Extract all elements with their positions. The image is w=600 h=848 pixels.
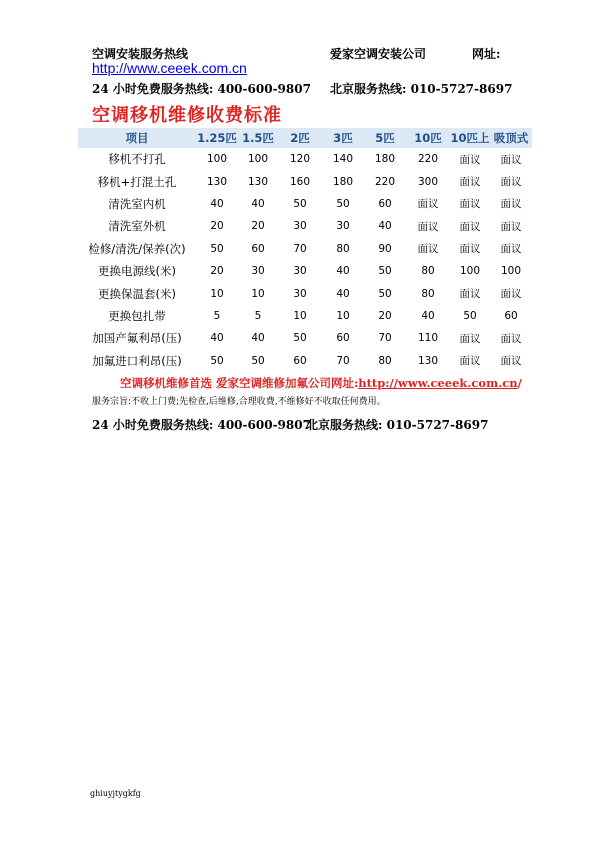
price-cell: 40 (336, 265, 350, 278)
table-row (78, 327, 532, 349)
promo-line (120, 375, 522, 391)
footer-code: ghiuyjtygkfg (90, 789, 141, 798)
price-cell: 50 (293, 332, 307, 345)
price-cell: 130 (206, 175, 228, 188)
hotline-24h: 24 小时免费服务热线: 400-600-9807 (92, 82, 311, 96)
price-cell: 面议 (500, 243, 522, 256)
row-item-label: 清洗室内机 (108, 196, 166, 211)
price-cell: 面议 (459, 153, 481, 166)
price-cell: 120 (289, 153, 311, 166)
price-cell: 面议 (500, 153, 522, 166)
table-row (78, 282, 532, 304)
price-cell: 20 (210, 220, 224, 233)
price-cell: 20 (378, 309, 392, 322)
price-cell: 50 (463, 309, 477, 322)
column-header: 吸顶式 (490, 128, 532, 148)
price-cell: 面议 (500, 176, 522, 189)
price-cell: 60 (251, 242, 265, 255)
column-header: 5匹 (364, 128, 406, 148)
price-cell: 面议 (459, 288, 481, 301)
price-cell: 60 (378, 197, 392, 210)
price-cell: 40 (421, 309, 435, 322)
price-cell: 10 (251, 287, 265, 300)
price-cell: 面议 (500, 355, 522, 368)
table-row (78, 215, 532, 237)
beijing-hotline: 北京服务热线: 010-5727-8697 (330, 82, 513, 96)
price-cell: 面议 (459, 198, 481, 211)
row-item-label: 更换电源线(米) (98, 264, 176, 279)
table-header-row (78, 128, 532, 148)
price-cell: 70 (293, 242, 307, 255)
column-header: 1.25匹 (196, 128, 238, 148)
price-cell: 20 (210, 265, 224, 278)
price-cell: 100 (247, 153, 269, 166)
promo-suffix: / (517, 376, 522, 390)
table-row (78, 148, 532, 170)
price-cell: 50 (378, 265, 392, 278)
price-cell: 70 (336, 354, 350, 367)
table-row (78, 260, 532, 282)
price-cell: 130 (417, 354, 439, 367)
price-cell: 40 (210, 332, 224, 345)
price-cell: 50 (251, 354, 265, 367)
price-cell: 30 (251, 265, 265, 278)
price-cell: 90 (378, 242, 392, 255)
price-cell: 10 (293, 309, 307, 322)
website-label: 网址: (472, 47, 501, 61)
price-cell: 5 (254, 309, 262, 322)
price-cell: 30 (293, 287, 307, 300)
price-cell: 40 (251, 332, 265, 345)
price-cell: 面议 (417, 243, 439, 256)
row-item-label: 加氟进口利昂(压) (92, 353, 182, 368)
column-header: 项目 (78, 128, 196, 148)
hotline-label: 空调安装服务热线 (92, 47, 189, 61)
price-cell: 面议 (500, 220, 522, 233)
price-cell: 40 (378, 220, 392, 233)
price-cell: 300 (417, 175, 439, 188)
table-row (78, 170, 532, 192)
price-cell: 50 (210, 354, 224, 367)
row-item-label: 移机+打混土孔 (97, 174, 177, 189)
price-cell: 80 (421, 265, 435, 278)
price-cell: 40 (251, 197, 265, 210)
promo-link[interactable]: http://www.ceeek.com.cn (358, 376, 518, 390)
column-header: 1.5匹 (238, 128, 278, 148)
price-cell: 40 (210, 197, 224, 210)
table-row (78, 238, 532, 260)
price-cell: 30 (293, 265, 307, 278)
price-cell: 100 (459, 265, 481, 278)
price-cell: 60 (336, 332, 350, 345)
price-cell: 80 (378, 354, 392, 367)
price-cell: 100 (500, 265, 522, 278)
price-cell: 30 (293, 220, 307, 233)
price-cell: 140 (332, 153, 354, 166)
price-cell: 面议 (500, 198, 522, 211)
price-table (78, 128, 532, 372)
price-cell: 5 (213, 309, 221, 322)
hotline-24h-bottom: 24 小时免费服务热线: 400-600-9807 (92, 418, 311, 432)
website-link[interactable]: http://www.ceeek.com.cn (92, 60, 247, 76)
price-cell: 面议 (459, 176, 481, 189)
price-cell: 220 (417, 153, 439, 166)
price-cell: 100 (206, 153, 228, 166)
price-cell: 220 (374, 175, 396, 188)
service-motto: 服务宗旨:不收上门费;先检查,后维修,合理收费,不维修好不收取任何费用。 (92, 397, 386, 407)
price-cell: 30 (336, 220, 350, 233)
table-row (78, 305, 532, 327)
price-cell: 50 (378, 287, 392, 300)
row-item-label: 移机不打孔 (108, 152, 166, 167)
price-cell: 110 (417, 332, 439, 345)
price-cell: 50 (336, 197, 350, 210)
price-cell: 60 (293, 354, 307, 367)
price-cell: 面议 (417, 220, 439, 233)
page-title: 空调移机维修收费标准 (92, 105, 282, 126)
column-header: 2匹 (278, 128, 322, 148)
row-item-label: 加国产氟利昂(压) (92, 331, 182, 346)
row-item-label: 检修/清洗/保养(次) (88, 241, 186, 256)
price-cell: 面议 (459, 355, 481, 368)
column-header: 10匹 (406, 128, 450, 148)
price-cell: 面议 (459, 220, 481, 233)
price-cell: 60 (504, 309, 518, 322)
price-cell: 80 (336, 242, 350, 255)
promo-text: 空调移机维修首选 爱家空调维修加氟公司网址: (120, 376, 359, 390)
row-item-label: 更换包扎带 (108, 308, 166, 323)
price-cell: 50 (293, 197, 307, 210)
price-cell: 180 (332, 175, 354, 188)
price-cell: 10 (336, 309, 350, 322)
column-header: 10匹上 (450, 128, 490, 148)
price-cell: 面议 (459, 332, 481, 345)
price-cell: 面议 (500, 288, 522, 301)
column-header: 3匹 (322, 128, 364, 148)
price-cell: 面议 (459, 243, 481, 256)
price-cell: 130 (247, 175, 269, 188)
price-cell: 40 (336, 287, 350, 300)
table-row (78, 350, 532, 372)
price-cell: 20 (251, 220, 265, 233)
row-item-label: 更换保温套(米) (98, 286, 176, 301)
price-cell: 50 (210, 242, 224, 255)
beijing-hotline-bottom: 北京服务热线: 010-5727-8697 (306, 418, 489, 432)
price-cell: 面议 (417, 198, 439, 211)
row-item-label: 清洗室外机 (108, 219, 166, 234)
price-cell: 160 (289, 175, 311, 188)
price-cell: 80 (421, 287, 435, 300)
company-name: 爱家空调安装公司 (330, 47, 427, 61)
price-cell: 180 (374, 153, 396, 166)
price-cell: 面议 (500, 332, 522, 345)
table-row (78, 193, 532, 215)
price-cell: 10 (210, 287, 224, 300)
price-cell: 70 (378, 332, 392, 345)
